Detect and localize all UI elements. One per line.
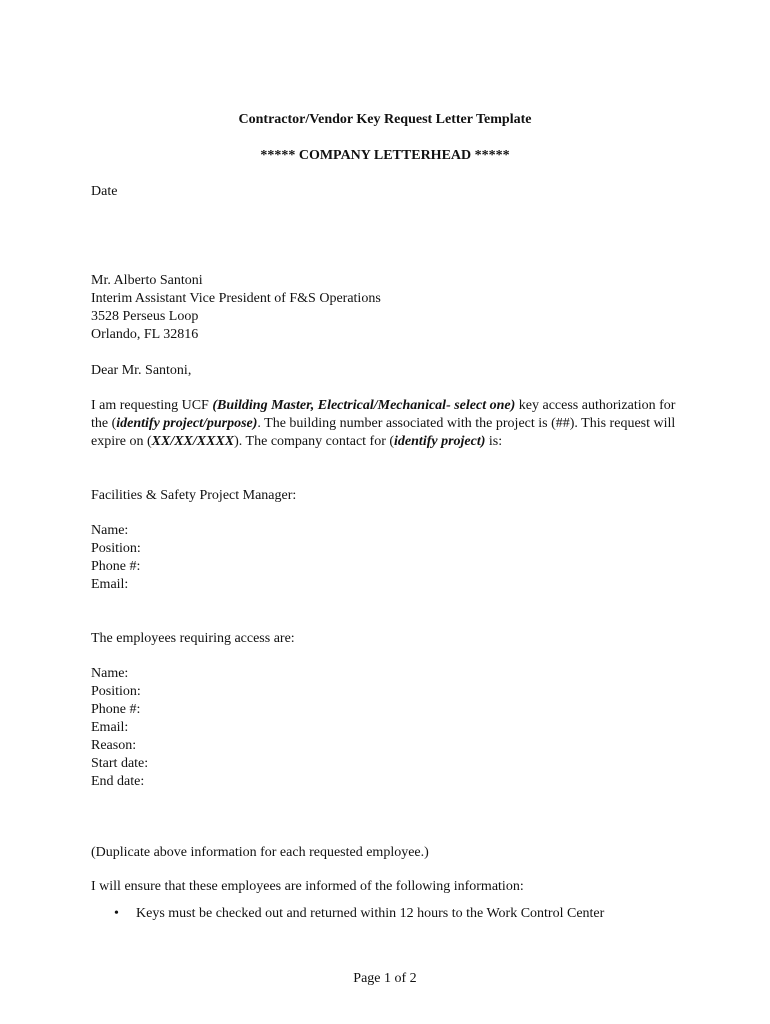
project-purpose-placeholder: identify project/purpose) [116, 416, 258, 431]
fs-manager-heading [91, 487, 691, 505]
recipient-position: Interim Assistant Vice President of F&S Operations [91, 291, 381, 306]
ensure-statement-text: I will ensure that these employees are informed of the following information: [91, 879, 524, 894]
contact-field-email: Email: [91, 577, 129, 592]
project-placeholder: identify project) [394, 434, 486, 449]
recipient-street: 3528 Perseus Loop [91, 309, 199, 324]
fs-manager-heading-text: Facilities & Safety Project Manager: [91, 488, 297, 503]
employee-field-start-date: Start date: [91, 756, 149, 771]
salutation-text: Dear Mr. Santoni, [91, 363, 192, 378]
employees-heading [91, 630, 691, 648]
date-label [91, 183, 691, 201]
contact-field-phone: Phone #: [91, 559, 141, 574]
date-text: Date [91, 184, 118, 199]
bullet-list-item [114, 905, 604, 923]
employee-field-phone: Phone #: [91, 702, 141, 717]
body-text-3: . The building number associated with the project is (##). This request will expire on ( [91, 416, 676, 449]
contact-field-name: Name: [91, 523, 129, 538]
duplicate-note [91, 844, 691, 862]
employees-heading-text: The employees requiring access are: [91, 631, 295, 646]
recipient-address [91, 272, 691, 344]
recipient-city: Orlando, FL 32816 [91, 327, 199, 342]
employee-field-name: Name: [91, 666, 129, 681]
bullet-icon: • [114, 906, 119, 921]
contact-fields [91, 522, 691, 594]
employee-field-email: Email: [91, 720, 129, 735]
salutation [91, 362, 691, 380]
ensure-statement [91, 878, 691, 896]
body-text-1: I am requesting UCF [91, 398, 213, 413]
contact-field-position: Position: [91, 541, 141, 556]
employee-field-end-date: End date: [91, 774, 145, 789]
employee-field-reason: Reason: [91, 738, 137, 753]
page-number: Page 1 of 2 [353, 971, 417, 986]
bullet-text: Keys must be checked out and returned within 12 hours to the Work Control Center [136, 906, 605, 921]
employee-field-position: Position: [91, 684, 141, 699]
letterhead-placeholder: ***** COMPANY LETTERHEAD ***** [260, 148, 510, 163]
body-text-5: is: [485, 434, 503, 449]
body-paragraph [91, 397, 691, 451]
employee-fields [91, 665, 691, 791]
body-text-4: ). The company contact for ( [234, 434, 395, 449]
duplicate-note-text: (Duplicate above information for each requested employee.) [91, 845, 429, 860]
recipient-name: Mr. Alberto Santoni [91, 273, 203, 288]
body-text-2: key access authorization for the ( [91, 398, 676, 431]
expiry-date-placeholder: XX/XX/XXXX [151, 434, 235, 449]
document-title: Contractor/Vendor Key Request Letter Template [238, 112, 532, 127]
key-type-placeholder: (Building Master, Electrical/Mechanical- select one) [212, 398, 516, 413]
